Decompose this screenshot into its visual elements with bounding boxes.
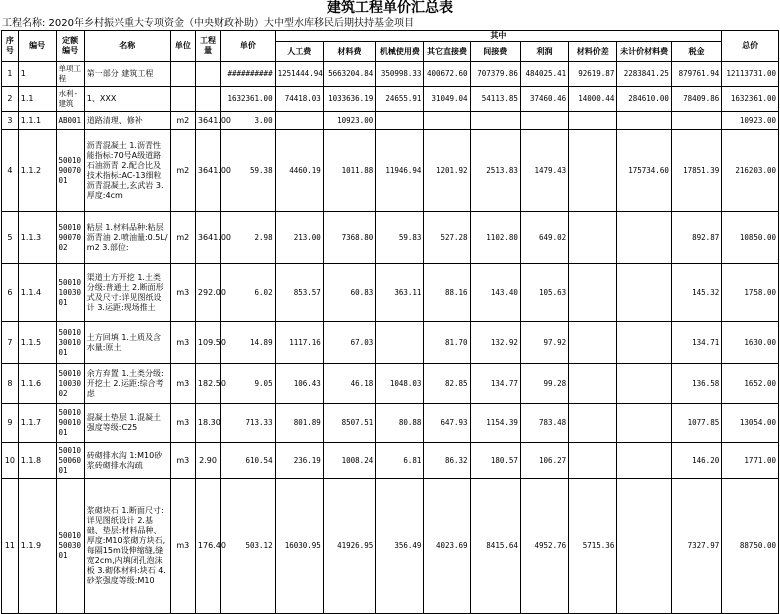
cell-material[interactable]: 1033636.19 [323, 87, 375, 112]
cell-total[interactable]: 13054.00 [722, 404, 779, 443]
cell-profit[interactable]: 106.27 [520, 443, 568, 479]
cell-machine[interactable]: 356.49 [376, 479, 424, 614]
header-group: 其中 [275, 31, 722, 42]
cell-unit[interactable] [170, 62, 195, 87]
cell-unit[interactable]: m3 [170, 364, 195, 404]
cell-price[interactable]: 9.05 [221, 364, 276, 404]
header-qty: 工程量 [195, 31, 220, 62]
cell-other-direct[interactable]: 81.70 [424, 322, 470, 364]
cell-machine[interactable] [376, 112, 424, 130]
cell-quota[interactable]: 500101003002 [56, 364, 84, 404]
cell-machine[interactable]: 6.81 [376, 443, 424, 479]
cell-total[interactable]: 1758.00 [722, 264, 779, 322]
cell-other-direct[interactable]: 88.16 [424, 264, 470, 322]
cell-quota[interactable]: 500109007001 [56, 130, 84, 212]
cell-tax[interactable]: 134.71 [671, 322, 721, 364]
cell-seq[interactable]: 3 [2, 112, 19, 130]
cell-mat-diff[interactable]: 5715.36 [569, 479, 617, 614]
cell-material[interactable]: 10923.00 [323, 112, 375, 130]
cell-qty[interactable]: 2.90 [195, 443, 220, 479]
cell-material[interactable]: 60.83 [323, 264, 375, 322]
cell-total[interactable]: 10850.00 [722, 212, 779, 264]
table-row [2, 112, 779, 130]
cell-name[interactable]: 余方弃置 1.土类分级:开挖土 2.运距:综合考虑 [84, 364, 170, 404]
cell-quota[interactable]: 单项工程 [56, 62, 84, 87]
table-row [2, 87, 779, 112]
cell-total[interactable]: 12113731.00 [722, 62, 779, 87]
cell-total[interactable]: 88750.00 [722, 479, 779, 614]
header-material: 材料费 [323, 42, 375, 62]
cell-machine[interactable]: 350998.33 [376, 62, 424, 87]
cell-profit[interactable]: 37460.46 [520, 87, 568, 112]
cell-seq[interactable]: 11 [2, 479, 19, 614]
cell-indirect[interactable] [470, 112, 520, 130]
cell-price[interactable]: 59.38 [221, 130, 276, 212]
cell-tax[interactable]: 892.87 [671, 212, 721, 264]
cell-mat-diff[interactable] [569, 404, 617, 443]
cell-seq[interactable]: 7 [2, 322, 19, 364]
header-tax: 税金 [671, 42, 721, 62]
cell-profit[interactable]: 649.02 [520, 212, 568, 264]
cell-seq[interactable]: 8 [2, 364, 19, 404]
cell-machine[interactable]: 59.83 [376, 212, 424, 264]
cell-unpriced-mat[interactable] [617, 479, 672, 614]
cell-other-direct[interactable]: 82.85 [424, 364, 470, 404]
header-total: 总价 [722, 31, 779, 62]
cell-tax[interactable]: 17851.39 [671, 130, 721, 212]
cell-tax[interactable]: 879761.94 [671, 62, 721, 87]
cell-machine[interactable]: 11946.94 [376, 130, 424, 212]
table-body [2, 62, 779, 614]
cell-material[interactable]: 1011.88 [323, 130, 375, 212]
table-row [2, 62, 779, 87]
cell-other-direct[interactable]: 1201.92 [424, 130, 470, 212]
table-row [2, 212, 779, 264]
cell-total[interactable]: 1652.00 [722, 364, 779, 404]
cell-other-direct[interactable]: 400672.60 [424, 62, 470, 87]
header-quota: 定额编号 [56, 31, 84, 62]
cell-seq[interactable]: 1 [2, 62, 19, 87]
cell-tax[interactable]: 145.32 [671, 264, 721, 322]
project-name-line: 工程名称: 2020年乡村振兴重大专项资金（中央财政补助）大中型水库移民后期扶持基金项目 [2, 18, 414, 29]
cell-other-direct[interactable] [424, 112, 470, 130]
cell-unpriced-mat[interactable] [617, 404, 672, 443]
cell-name[interactable]: 沥青混凝土 1.沥青性能指标:70号A级道路石油沥青 2.配合比及技术指标:AC-13细粒沥青混凝土,玄武岩 3.厚度:4cm [84, 130, 170, 212]
cell-labor[interactable]: 236.19 [275, 443, 323, 479]
header-machine: 机械使用费 [376, 42, 424, 62]
cell-seq[interactable]: 9 [2, 404, 19, 443]
cell-code[interactable]: 1.1.9 [18, 479, 56, 614]
cell-indirect[interactable]: 143.40 [470, 264, 520, 322]
cell-quota[interactable]: 水利-建筑 [56, 87, 84, 112]
header-indirect: 间接费 [470, 42, 520, 62]
cell-profit[interactable]: 1479.43 [520, 130, 568, 212]
header-mat-diff: 材料价差 [569, 42, 617, 62]
cell-seq[interactable]: 2 [2, 87, 19, 112]
header-unit: 单位 [170, 31, 195, 62]
cell-unit[interactable]: m3 [170, 443, 195, 479]
table-row [2, 479, 779, 614]
cell-unit[interactable]: m2 [170, 112, 195, 130]
cell-mat-diff[interactable] [569, 264, 617, 322]
cell-tax[interactable]: 146.20 [671, 443, 721, 479]
cell-indirect[interactable]: 134.77 [470, 364, 520, 404]
cell-name[interactable]: 混凝土垫层 1.混凝土强度等级:C25 [84, 404, 170, 443]
cell-quota[interactable]: 500103001001 [56, 322, 84, 364]
cell-qty[interactable]: 109.50 [195, 322, 220, 364]
table-row [2, 264, 779, 322]
cell-tax[interactable]: 7327.97 [671, 479, 721, 614]
cell-name[interactable]: 渠道土方开挖 1.土类分级:普通土 2.断面形式及尺寸:详见图纸设计 3.运距:现场推土 [84, 264, 170, 322]
cell-code[interactable]: 1.1.2 [18, 130, 56, 212]
header-unpriced-mat: 未计价材料费 [617, 42, 672, 62]
cell-total[interactable]: 216203.00 [722, 130, 779, 212]
cell-unit[interactable] [170, 87, 195, 112]
cell-mat-diff[interactable] [569, 322, 617, 364]
cell-code[interactable]: 1.1 [18, 87, 56, 112]
cell-code[interactable]: 1.1.5 [18, 322, 56, 364]
cell-price[interactable]: 503.12 [221, 479, 276, 614]
header-price: 单价 [221, 31, 276, 62]
cell-indirect[interactable]: 707379.86 [470, 62, 520, 87]
cell-material[interactable]: 67.03 [323, 322, 375, 364]
cell-mat-diff[interactable] [569, 212, 617, 264]
cell-machine[interactable]: 24655.91 [376, 87, 424, 112]
cell-name[interactable]: 1、XXX [84, 87, 170, 112]
unit-price-table [1, 30, 779, 614]
cell-mat-diff[interactable] [569, 443, 617, 479]
table-row [2, 443, 779, 479]
cell-labor[interactable] [275, 112, 323, 130]
cell-labor[interactable]: 106.43 [275, 364, 323, 404]
cell-unit[interactable]: m2 [170, 212, 195, 264]
cell-material[interactable]: 7368.80 [323, 212, 375, 264]
cell-name[interactable]: 砖砌排水沟 1:M10砂浆砖砌排水沟疏 [84, 443, 170, 479]
cell-material[interactable]: 8507.51 [323, 404, 375, 443]
cell-unpriced-mat[interactable]: 2283841.25 [617, 62, 672, 87]
header-labor: 人工费 [275, 42, 323, 62]
cell-material[interactable]: 41926.95 [323, 479, 375, 614]
table-row [2, 322, 779, 364]
cell-qty[interactable]: 18.30 [195, 404, 220, 443]
cell-qty[interactable]: 3641.00 [195, 130, 220, 212]
cell-code[interactable]: 1.1.3 [18, 212, 56, 264]
cell-mat-diff[interactable] [569, 364, 617, 404]
cell-qty[interactable] [195, 62, 220, 87]
cell-labor[interactable]: 801.89 [275, 404, 323, 443]
cell-other-direct[interactable]: 31049.04 [424, 87, 470, 112]
cell-profit[interactable]: 484025.41 [520, 62, 568, 87]
cell-profit[interactable]: 105.63 [520, 264, 568, 322]
cell-price[interactable]: 6.02 [221, 264, 276, 322]
table-row [2, 130, 779, 212]
cell-name[interactable]: 第一部分 建筑工程 [84, 62, 170, 87]
cell-qty[interactable]: 182.50 [195, 364, 220, 404]
cell-quota[interactable]: 500105006001 [56, 443, 84, 479]
cell-machine[interactable]: 363.11 [376, 264, 424, 322]
cell-name[interactable]: 土方回填 1.土质及含水量:原土 [84, 322, 170, 364]
header-seq: 序号 [2, 31, 19, 62]
cell-machine[interactable]: 80.88 [376, 404, 424, 443]
cell-qty[interactable]: 292.00 [195, 264, 220, 322]
cell-labor[interactable]: 1117.16 [275, 322, 323, 364]
cell-total[interactable]: 1771.00 [722, 443, 779, 479]
cell-machine[interactable]: 1048.03 [376, 364, 424, 404]
cell-quota[interactable]: 500109001001 [56, 404, 84, 443]
cell-indirect[interactable]: 180.57 [470, 443, 520, 479]
cell-quota[interactable]: 500105003001 [56, 479, 84, 614]
cell-code[interactable]: 1.1.6 [18, 364, 56, 404]
cell-mat-diff[interactable] [569, 112, 617, 130]
cell-other-direct[interactable]: 647.93 [424, 404, 470, 443]
cell-machine[interactable] [376, 322, 424, 364]
cell-mat-diff[interactable] [569, 130, 617, 212]
cell-unpriced-mat[interactable] [617, 322, 672, 364]
cell-labor[interactable]: 213.00 [275, 212, 323, 264]
cell-indirect[interactable]: 132.92 [470, 322, 520, 364]
cell-profit[interactable]: 99.28 [520, 364, 568, 404]
cell-unpriced-mat[interactable] [617, 264, 672, 322]
cell-total[interactable]: 1632361.00 [722, 87, 779, 112]
cell-tax[interactable]: 136.58 [671, 364, 721, 404]
cell-unpriced-mat[interactable] [617, 112, 672, 130]
cell-name[interactable]: 浆砌块石 1.断面尺寸:详见图纸设计 2.基础、垫层:材料品种、厚度:M10浆砌方块石,每隔15m设伸缩缝,缝宽2cm,内填闭孔泡沫板 3.砌体材料:块石 4.砂浆强度等级:M10 [84, 479, 170, 614]
cell-labor[interactable]: 74418.03 [275, 87, 323, 112]
cell-labor[interactable]: 853.57 [275, 264, 323, 322]
cell-profit[interactable]: 783.48 [520, 404, 568, 443]
cell-seq[interactable]: 5 [2, 212, 19, 264]
cell-code[interactable]: 1.1.4 [18, 264, 56, 322]
cell-indirect[interactable]: 1154.39 [470, 404, 520, 443]
cell-profit[interactable]: 4952.76 [520, 479, 568, 614]
cell-price[interactable]: 14.89 [221, 322, 276, 364]
cell-mat-diff[interactable]: 14000.44 [569, 87, 617, 112]
cell-quota[interactable]: 500101003001 [56, 264, 84, 322]
cell-indirect[interactable]: 2513.83 [470, 130, 520, 212]
cell-other-direct[interactable]: 4023.69 [424, 479, 470, 614]
cell-other-direct[interactable]: 527.28 [424, 212, 470, 264]
cell-profit[interactable] [520, 112, 568, 130]
cell-price[interactable]: ########## [221, 62, 276, 87]
cell-name[interactable]: 道路清理、修补 [84, 112, 170, 130]
cell-unpriced-mat[interactable]: 175734.60 [617, 130, 672, 212]
cell-tax[interactable]: 1077.85 [671, 404, 721, 443]
header-profit: 利润 [520, 42, 568, 62]
cell-code[interactable]: 1.1.7 [18, 404, 56, 443]
cell-price[interactable]: 3.00 [221, 112, 276, 130]
cell-indirect[interactable]: 54113.85 [470, 87, 520, 112]
cell-code[interactable]: 1.1.1 [18, 112, 56, 130]
cell-qty[interactable]: 176.40 [195, 479, 220, 614]
cell-indirect[interactable]: 1102.80 [470, 212, 520, 264]
cell-total[interactable]: 1630.00 [722, 322, 779, 364]
cell-qty[interactable] [195, 87, 220, 112]
cell-code[interactable]: 1 [18, 62, 56, 87]
cell-seq[interactable]: 6 [2, 264, 19, 322]
cell-qty[interactable]: 3641.00 [195, 212, 220, 264]
header-code: 编号 [18, 31, 56, 62]
cell-price[interactable]: 713.33 [221, 404, 276, 443]
cell-labor[interactable]: 4460.19 [275, 130, 323, 212]
cell-code[interactable]: 1.1.8 [18, 443, 56, 479]
cell-price[interactable]: 610.54 [221, 443, 276, 479]
header-other-direct: 其它直接费 [424, 42, 470, 62]
cell-mat-diff[interactable]: 92619.87 [569, 62, 617, 87]
cell-indirect[interactable]: 8415.64 [470, 479, 520, 614]
cell-unpriced-mat[interactable] [617, 212, 672, 264]
cell-material[interactable]: 1008.24 [323, 443, 375, 479]
cell-quota[interactable]: 500109007002 [56, 212, 84, 264]
cell-price[interactable]: 2.98 [221, 212, 276, 264]
cell-quota[interactable]: AB001 [56, 112, 84, 130]
cell-unit[interactable]: m3 [170, 322, 195, 364]
cell-unpriced-mat[interactable] [617, 443, 672, 479]
cell-tax[interactable] [671, 112, 721, 130]
sheet-title: 建筑工程单价汇总表 [327, 0, 453, 16]
cell-name[interactable]: 粘层 1.材料品种:粘层沥青油 2.喷油量:0.5L/m2 3.部位: [84, 212, 170, 264]
table-row [2, 364, 779, 404]
cell-unpriced-mat[interactable]: 284610.00 [617, 87, 672, 112]
cell-profit[interactable]: 97.92 [520, 322, 568, 364]
cell-unit[interactable]: m3 [170, 479, 195, 614]
cell-unit[interactable]: m3 [170, 404, 195, 443]
table-row [2, 404, 779, 443]
cell-material[interactable]: 5663204.84 [323, 62, 375, 87]
header-name: 名称 [84, 31, 170, 62]
cell-price[interactable]: 1632361.00 [221, 87, 276, 112]
cell-unpriced-mat[interactable] [617, 364, 672, 404]
cell-labor[interactable]: 16030.95 [275, 479, 323, 614]
cell-material[interactable]: 46.18 [323, 364, 375, 404]
cell-seq[interactable]: 4 [2, 130, 19, 212]
cell-tax[interactable]: 78409.86 [671, 87, 721, 112]
cell-labor[interactable]: 1251444.94 [275, 62, 323, 87]
cell-total[interactable]: 10923.00 [722, 112, 779, 130]
cell-qty[interactable]: 3641.00 [195, 112, 220, 130]
cell-unit[interactable]: m3 [170, 264, 195, 322]
cell-seq[interactable]: 10 [2, 443, 19, 479]
cell-other-direct[interactable]: 86.32 [424, 443, 470, 479]
cell-unit[interactable]: m2 [170, 130, 195, 212]
